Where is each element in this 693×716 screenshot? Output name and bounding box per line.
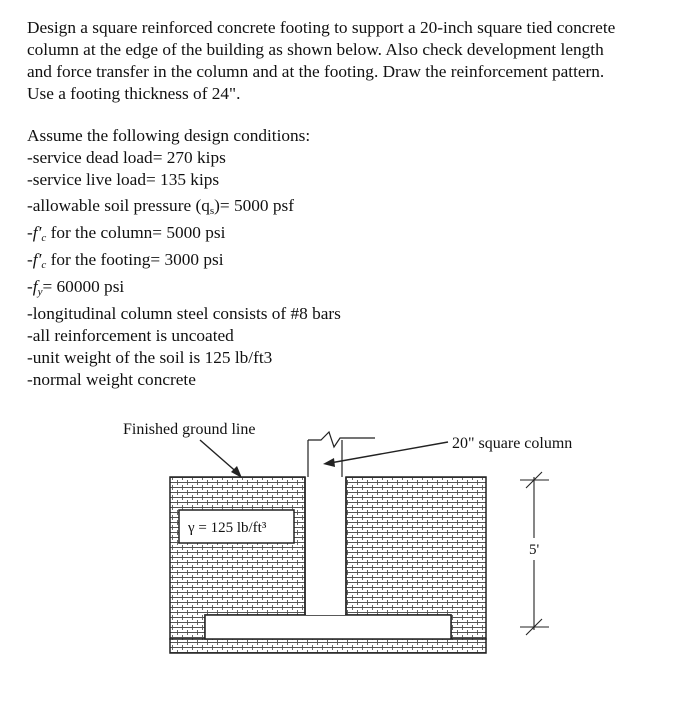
intro-line: column at the edge of the building as shown below. Also check development length <box>27 40 604 59</box>
soil-pressure-subscript: s <box>209 205 215 217</box>
column-label: 20" square column <box>452 435 573 452</box>
condition-fc-footing: $-f'_c$ for the footing= 3000 psi <box>27 250 224 271</box>
condition-fc-column: $-f'_c$ for the column= 5000 psi <box>27 223 226 244</box>
condition-live-load: -service live load= 135 kips <box>27 170 220 189</box>
conditions-header: Assume the following design conditions: <box>27 126 311 145</box>
fy-symbol: f <box>32 277 38 296</box>
condition-uncoated: -all reinforcement is uncoated <box>27 326 234 345</box>
soil-bottom <box>170 639 486 653</box>
fy-prefix: - <box>27 277 33 296</box>
fc-footing-suffix: for the footing= 3000 psi <box>46 250 224 269</box>
intro-paragraph <box>27 17 667 105</box>
fy-suffix: = 60000 psi <box>42 277 125 296</box>
problem-statement <box>27 17 667 391</box>
intro-line: and force transfer in the column and at the footing. Draw the reinforcement pattern. <box>27 62 605 81</box>
footing <box>205 615 451 639</box>
intro-line: Design a square reinforced concrete footing to support a 20-inch square tied concrete <box>27 18 616 37</box>
soil-weight-label: γ = 125 lb/ft³ <box>188 520 267 536</box>
condition-normal-weight: -normal weight concrete <box>27 370 196 389</box>
fc-symbol: f <box>32 223 38 242</box>
fc-column-prefix: - <box>27 223 33 242</box>
fy-subscript: y <box>37 286 43 298</box>
condition-dead-load: -service dead load= 270 kips <box>27 148 226 167</box>
condition-bars: -longitudinal column steel consists of #8 bars <box>27 304 341 323</box>
conditions-list <box>27 125 667 391</box>
soil-pressure-prefix: -allowable soil pressure (q <box>27 196 210 215</box>
fc-subscript: c <box>41 259 47 271</box>
soil-pressure-suffix: )= 5000 psf <box>214 196 294 215</box>
footing-figure <box>0 405 693 716</box>
fc-symbol: f <box>32 250 38 269</box>
condition-soil-pressure <box>27 195 667 222</box>
column-label-arrow <box>330 442 448 463</box>
intro-line: Use a footing thickness of 24". <box>27 84 241 103</box>
condition-unit-weight: -unit weight of the soil is 125 lb/ft3 <box>27 348 273 367</box>
ground-line-label: Finished ground line <box>123 421 256 438</box>
condition-fy <box>27 276 667 303</box>
fc-footing-prefix: - <box>27 250 33 269</box>
fc-subscript: c <box>41 232 47 244</box>
depth-label: 5' <box>529 542 540 558</box>
fc-column-suffix: for the column= 5000 psi <box>46 223 226 242</box>
